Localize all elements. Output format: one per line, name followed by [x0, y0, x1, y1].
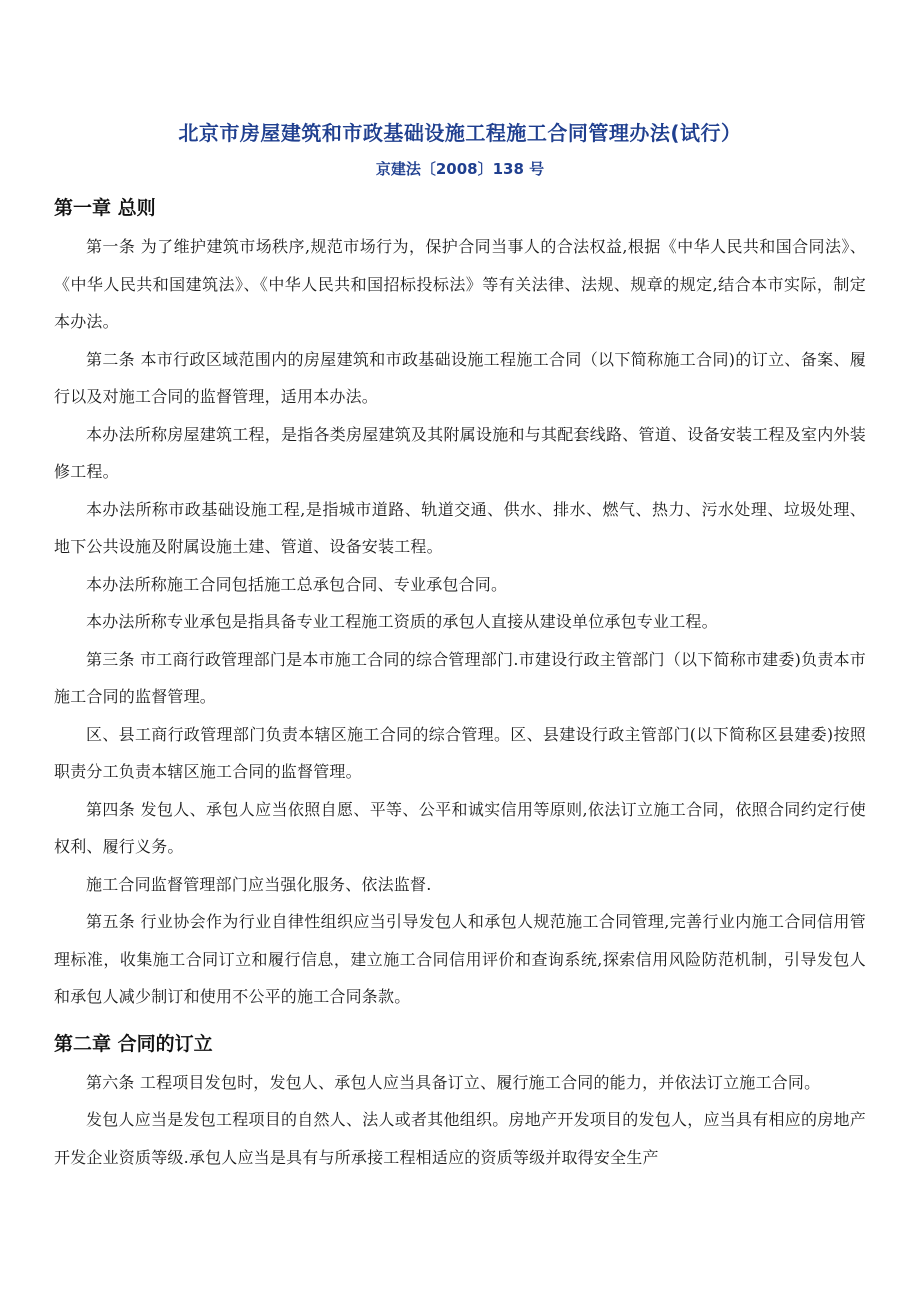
article-5: 第五条 行业协会作为行业自律性组织应当引导发包人和承包人规范施工合同管理,完善行业内施工合同信用管理标准，收集施工合同订立和履行信息，建立施工合同信用评价和查询系统,探索信用风险防范机制，引导发包人和承包人减少制订和使用不公平的施工合同条款。	[54, 912, 866, 1006]
article-2: 第二条 本市行政区域范围内的房屋建筑和市政基础设施工程施工合同（以下简称施工合同)的订立、备案、履行以及对施工合同的监督管理，适用本办法。	[54, 349, 866, 406]
paragraph-supervision: 施工合同监督管理部门应当强化服务、依法监督.	[86, 874, 432, 894]
paragraph-party-qualification: 发包人应当是发包工程项目的自然人、法人或者其他组织。房地产开发项目的发包人，应当具有相应的房地产开发企业资质等级.承包人应当是具有与所承接工程相适应的资质等级并取得安全生产	[54, 1110, 866, 1167]
paragraph-contract-types: 本办法所称施工合同包括施工总承包合同、专业承包合同。	[86, 574, 508, 594]
document-title: 北京市房屋建筑和市政基础设施工程施工合同管理办法(试行）	[178, 121, 742, 145]
chapter-heading: 第一章 总则	[54, 197, 156, 219]
paragraph-district-management: 区、县工商行政管理部门负责本辖区施工合同的综合管理。区、县建设行政主管部门(以下简称区县建委)按照职责分工负责本辖区施工合同的监督管理。	[54, 724, 866, 781]
article-6: 第六条 工程项目发包时，发包人、承包人应当具备订立、履行施工合同的能力，并依法订立施工合同。	[86, 1072, 821, 1092]
paragraph-municipal-definition: 本办法所称市政基础设施工程,是指城市道路、轨道交通、供水、排水、燃气、热力、污水处理、垃圾处理、地下公共设施及附属设施土建、管道、设备安装工程。	[54, 499, 866, 556]
paragraph-housing-definition: 本办法所称房屋建筑工程，是指各类房屋建筑及其附属设施和与其配套线路、管道、设备安装工程及室内外装修工程。	[54, 424, 866, 481]
article-1: 第一条 为了维护建筑市场秩序,规范市场行为，保护合同当事人的合法权益,根据《中华人民共和国合同法》、《中华人民共和国建筑法》、《中华人民共和国招标投标法》等有关法律、法规、规章的规定,结合本市实际，制定本办法。	[54, 237, 866, 331]
chapter-heading: 第二章 合同的订立	[54, 1032, 213, 1055]
paragraph-specialty-contracting: 本办法所称专业承包是指具备专业工程施工资质的承包人直接从建设单位承包专业工程。	[86, 612, 718, 631]
document-number: 京建法〔2008〕138 号	[375, 160, 545, 178]
article-3: 第三条 市工商行政管理部门是本市施工合同的综合管理部门.市建设行政主管部门（以下简称市建委)负责本市施工合同的监督管理。	[54, 649, 866, 706]
article-4: 第四条 发包人、承包人应当依照自愿、平等、公平和诚实信用等原则,依法订立施工合同，依照合同约定行使权利、履行义务。	[54, 799, 866, 856]
